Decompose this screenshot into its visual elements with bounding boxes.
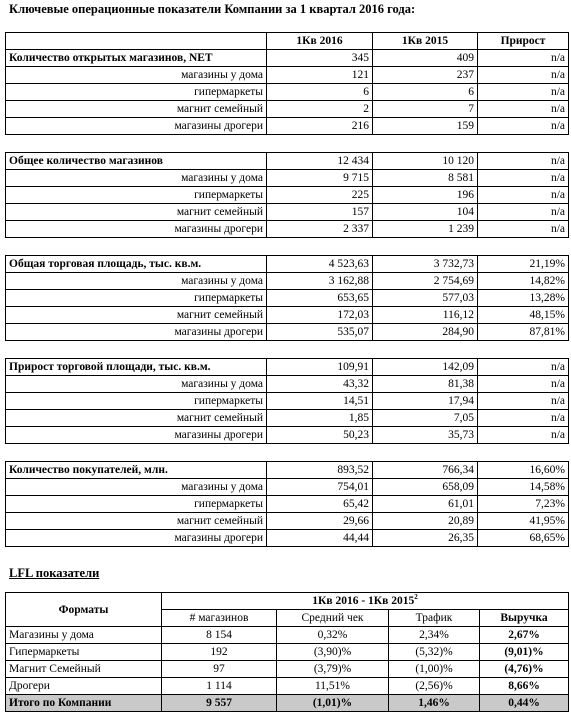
subrow-label: гипермаркеты bbox=[6, 84, 267, 101]
lfl-total-row bbox=[6, 695, 569, 712]
period-header bbox=[162, 593, 569, 610]
lfl-total-label: Итого по Компании bbox=[6, 695, 162, 712]
subrow-value: 754,01 bbox=[267, 479, 373, 496]
subrow-label: магнит семейный bbox=[6, 204, 267, 221]
subrow bbox=[6, 393, 569, 410]
subrow-label: магнит семейный bbox=[6, 101, 267, 118]
subrow-label: магазины у дома bbox=[6, 376, 267, 393]
subrow bbox=[6, 170, 569, 187]
subrow-label: магазины дрогери bbox=[6, 427, 267, 444]
section-value: 142,09 bbox=[373, 359, 478, 376]
subrow-value: n/a bbox=[478, 187, 569, 204]
spacer-cell bbox=[478, 135, 569, 153]
subrow-value: 65,42 bbox=[267, 496, 373, 513]
section-value: 12 434 bbox=[267, 153, 373, 170]
subrow-value: 225 bbox=[267, 187, 373, 204]
spacer-cell bbox=[373, 135, 478, 153]
spacer-cell bbox=[373, 341, 478, 359]
lfl-format-label: Магазины у дома bbox=[6, 627, 162, 644]
subrow-value: 13,28% bbox=[478, 290, 569, 307]
lfl-column-header: Трафик bbox=[389, 610, 480, 627]
subrow-value: 43,32 bbox=[267, 376, 373, 393]
ops-header-cell: 1Кв 2015 bbox=[373, 33, 478, 50]
lfl-value: (2,56)% bbox=[389, 678, 480, 695]
subrow-value: n/a bbox=[478, 170, 569, 187]
subrow bbox=[6, 307, 569, 324]
lfl-value: (3,79)% bbox=[277, 661, 389, 678]
subrow-value: 7,23% bbox=[478, 496, 569, 513]
lfl-row bbox=[6, 678, 569, 695]
lfl-column-header: # магазинов bbox=[162, 610, 277, 627]
section-value: 409 bbox=[373, 50, 478, 67]
subrow-value: 35,73 bbox=[373, 427, 478, 444]
subrow-value: 159 bbox=[373, 118, 478, 135]
lfl-value: 2,34% bbox=[389, 627, 480, 644]
subrow-value: 26,35 bbox=[373, 530, 478, 547]
section-spacer bbox=[6, 444, 569, 462]
subrow-value: 68,65% bbox=[478, 530, 569, 547]
lfl-indicators-table bbox=[5, 592, 569, 712]
lfl-row bbox=[6, 627, 569, 644]
subrow-value: 237 bbox=[373, 67, 478, 84]
subrow-value: 20,89 bbox=[373, 513, 478, 530]
section-value: 16,60% bbox=[478, 462, 569, 479]
section-value: 345 bbox=[267, 50, 373, 67]
spacer-cell bbox=[6, 238, 267, 256]
section-value: 766,34 bbox=[373, 462, 478, 479]
subrow-value: n/a bbox=[478, 393, 569, 410]
subrow-value: 7 bbox=[373, 101, 478, 118]
lfl-column-header: Средний чек bbox=[277, 610, 389, 627]
section-spacer bbox=[6, 135, 569, 153]
subrow-value: 14,58% bbox=[478, 479, 569, 496]
subrow-value: 17,94 bbox=[373, 393, 478, 410]
period-text: 1Кв 2016 - 1Кв 2015 bbox=[312, 595, 415, 607]
subrow-label: магнит семейный bbox=[6, 307, 267, 324]
lfl-value: 0,32% bbox=[277, 627, 389, 644]
section-value: 10 120 bbox=[373, 153, 478, 170]
spacer-cell bbox=[6, 444, 267, 462]
subrow-value: 87,81% bbox=[478, 324, 569, 341]
section-value: n/a bbox=[478, 153, 569, 170]
subrow bbox=[6, 84, 569, 101]
subrow-value: 1 239 bbox=[373, 221, 478, 238]
lfl-row bbox=[6, 661, 569, 678]
subrow-value: 196 bbox=[373, 187, 478, 204]
spacer-cell bbox=[478, 341, 569, 359]
section-spacer bbox=[6, 341, 569, 359]
subrow-value: 104 bbox=[373, 204, 478, 221]
page-title: Ключевые операционные показатели Компании за 1 квартал 2016 года: bbox=[9, 2, 416, 16]
subrow-value: n/a bbox=[478, 376, 569, 393]
lfl-value: (1,00)% bbox=[389, 661, 480, 678]
subrow-label: магнит семейный bbox=[6, 410, 267, 427]
spacer-cell bbox=[478, 444, 569, 462]
lfl-value: (4,76)% bbox=[480, 661, 569, 678]
section-label: Общее количество магазинов bbox=[6, 153, 267, 170]
section-value: n/a bbox=[478, 50, 569, 67]
subrow-value: 157 bbox=[267, 204, 373, 221]
subrow-label: гипермаркеты bbox=[6, 187, 267, 204]
subrow-label: гипермаркеты bbox=[6, 496, 267, 513]
formats-header: Форматы bbox=[6, 593, 162, 627]
subrow-label: гипермаркеты bbox=[6, 393, 267, 410]
section-label: Количество покупателей, млн. bbox=[6, 462, 267, 479]
section-label: Общая торговая площадь, тыс. кв.м. bbox=[6, 256, 267, 273]
subrow bbox=[6, 427, 569, 444]
subrow-label: магазины у дома bbox=[6, 170, 267, 187]
section-value: 4 523,63 bbox=[267, 256, 373, 273]
section-value: 109,91 bbox=[267, 359, 373, 376]
ops-header-cell: 1Кв 2016 bbox=[267, 33, 373, 50]
lfl-section-title: LFL показатели bbox=[9, 566, 100, 580]
subrow-value: 2 337 bbox=[267, 221, 373, 238]
spacer-cell bbox=[6, 135, 267, 153]
subrow-label: магазины дрогери bbox=[6, 118, 267, 135]
subrow-value: n/a bbox=[478, 84, 569, 101]
subrow-label: магнит семейный bbox=[6, 513, 267, 530]
subrow-label: магазины у дома bbox=[6, 273, 267, 290]
subrow-value: 9 715 bbox=[267, 170, 373, 187]
subrow bbox=[6, 376, 569, 393]
lfl-total-value: (1,01)% bbox=[277, 695, 389, 712]
subrow-value: 6 bbox=[267, 84, 373, 101]
subrow-value: 2 bbox=[267, 101, 373, 118]
subrow-value: 6 bbox=[373, 84, 478, 101]
lfl-value: (5,32)% bbox=[389, 644, 480, 661]
lfl-column-header: Выручка bbox=[480, 610, 569, 627]
subrow-label: гипермаркеты bbox=[6, 290, 267, 307]
spacer-cell bbox=[373, 444, 478, 462]
subrow-label: магазины у дома bbox=[6, 67, 267, 84]
subrow-value: 658,09 bbox=[373, 479, 478, 496]
section-row bbox=[6, 359, 569, 376]
subrow-value: n/a bbox=[478, 221, 569, 238]
ops-header-row bbox=[6, 33, 569, 50]
lfl-header-row bbox=[6, 593, 569, 610]
subrow-value: 116,12 bbox=[373, 307, 478, 324]
section-row bbox=[6, 462, 569, 479]
subrow-value: 8 581 bbox=[373, 170, 478, 187]
period-footnote: 2 bbox=[414, 593, 418, 602]
subrow-value: 535,07 bbox=[267, 324, 373, 341]
lfl-value: 1 114 bbox=[162, 678, 277, 695]
subrow-value: 50,23 bbox=[267, 427, 373, 444]
subrow-value: 653,65 bbox=[267, 290, 373, 307]
subrow bbox=[6, 204, 569, 221]
lfl-row bbox=[6, 644, 569, 661]
lfl-value: 11,51% bbox=[277, 678, 389, 695]
lfl-format-label: Магнит Семейный bbox=[6, 661, 162, 678]
spacer-cell bbox=[6, 341, 267, 359]
subrow bbox=[6, 410, 569, 427]
subrow-value: n/a bbox=[478, 101, 569, 118]
subrow-label: магазины дрогери bbox=[6, 221, 267, 238]
subrow-label: магазины дрогери bbox=[6, 324, 267, 341]
subrow-value: 7,05 bbox=[373, 410, 478, 427]
subrow bbox=[6, 67, 569, 84]
subrow bbox=[6, 513, 569, 530]
subrow-value: 14,51 bbox=[267, 393, 373, 410]
section-label: Прирост торговой площади, тыс. кв.м. bbox=[6, 359, 267, 376]
subrow bbox=[6, 101, 569, 118]
spacer-cell bbox=[267, 341, 373, 359]
subrow-value: 48,15% bbox=[478, 307, 569, 324]
subrow-value: 81,38 bbox=[373, 376, 478, 393]
lfl-value: 2,67% bbox=[480, 627, 569, 644]
operational-indicators-table bbox=[5, 32, 569, 547]
subrow-value: 2 754,69 bbox=[373, 273, 478, 290]
lfl-total-value: 0,44% bbox=[480, 695, 569, 712]
lfl-value: 192 bbox=[162, 644, 277, 661]
subrow bbox=[6, 221, 569, 238]
section-value: 893,52 bbox=[267, 462, 373, 479]
lfl-value: 8,66% bbox=[480, 678, 569, 695]
lfl-value: 8 154 bbox=[162, 627, 277, 644]
section-row bbox=[6, 50, 569, 67]
subrow-label: магазины у дома bbox=[6, 479, 267, 496]
lfl-value: 97 bbox=[162, 661, 277, 678]
subrow-value: 121 bbox=[267, 67, 373, 84]
subrow-value: 14,82% bbox=[478, 273, 569, 290]
subrow bbox=[6, 530, 569, 547]
subrow-value: 3 162,88 bbox=[267, 273, 373, 290]
subrow-value: n/a bbox=[478, 204, 569, 221]
spacer-cell bbox=[267, 135, 373, 153]
subrow-value: 216 bbox=[267, 118, 373, 135]
subrow-label: магазины дрогери bbox=[6, 530, 267, 547]
lfl-value: (9,01)% bbox=[480, 644, 569, 661]
subrow bbox=[6, 479, 569, 496]
subrow-value: 1,85 bbox=[267, 410, 373, 427]
subrow bbox=[6, 118, 569, 135]
subrow bbox=[6, 496, 569, 513]
lfl-format-label: Гипермаркеты bbox=[6, 644, 162, 661]
subrow-value: n/a bbox=[478, 410, 569, 427]
section-value: 3 732,73 bbox=[373, 256, 478, 273]
section-spacer bbox=[6, 238, 569, 256]
section-value: 21,19% bbox=[478, 256, 569, 273]
subrow-value: 284,90 bbox=[373, 324, 478, 341]
lfl-value: (3,90)% bbox=[277, 644, 389, 661]
lfl-total-value: 1,46% bbox=[389, 695, 480, 712]
subrow-value: n/a bbox=[478, 427, 569, 444]
section-value: n/a bbox=[478, 359, 569, 376]
subrow bbox=[6, 324, 569, 341]
spacer-cell bbox=[267, 238, 373, 256]
section-label: Количество открытых магазинов, NET bbox=[6, 50, 267, 67]
subrow-value: 172,03 bbox=[267, 307, 373, 324]
subrow-value: n/a bbox=[478, 118, 569, 135]
ops-header-cell bbox=[6, 33, 267, 50]
subrow bbox=[6, 187, 569, 204]
subrow-value: 577,03 bbox=[373, 290, 478, 307]
spacer-cell bbox=[267, 444, 373, 462]
subrow-value: 41,95% bbox=[478, 513, 569, 530]
lfl-format-label: Дрогери bbox=[6, 678, 162, 695]
ops-header-cell: Прирост bbox=[478, 33, 569, 50]
section-row bbox=[6, 256, 569, 273]
subrow-value: 61,01 bbox=[373, 496, 478, 513]
spacer-cell bbox=[373, 238, 478, 256]
spacer-cell bbox=[478, 238, 569, 256]
subrow-value: 29,66 bbox=[267, 513, 373, 530]
subrow bbox=[6, 290, 569, 307]
subrow-value: n/a bbox=[478, 67, 569, 84]
lfl-total-value: 9 557 bbox=[162, 695, 277, 712]
subrow bbox=[6, 273, 569, 290]
subrow-value: 44,44 bbox=[267, 530, 373, 547]
section-row bbox=[6, 153, 569, 170]
